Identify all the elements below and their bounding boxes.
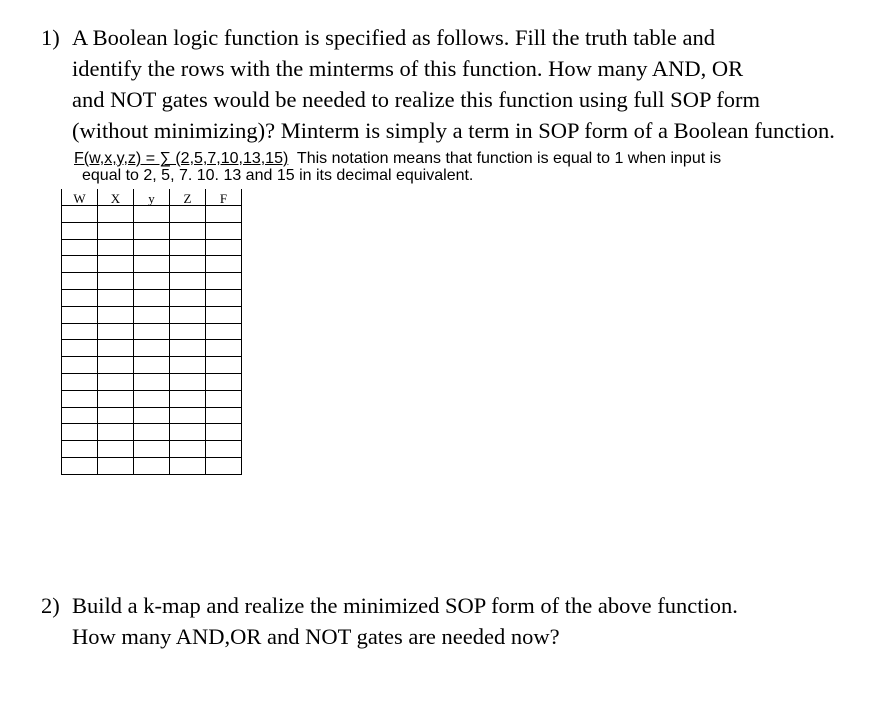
table-cell[interactable] — [134, 289, 170, 306]
question-1-number: 1) — [41, 25, 60, 50]
table-cell[interactable] — [170, 424, 206, 441]
table-cell[interactable] — [62, 373, 98, 390]
table-cell[interactable] — [206, 373, 242, 390]
table-cell[interactable] — [98, 457, 134, 474]
table-cell[interactable] — [206, 256, 242, 273]
table-cell[interactable] — [134, 457, 170, 474]
table-cell[interactable] — [206, 306, 242, 323]
table-cell[interactable] — [62, 306, 98, 323]
table-cell[interactable] — [170, 206, 206, 223]
table-cell[interactable] — [170, 340, 206, 357]
truth-table-header — [62, 189, 242, 206]
table-cell[interactable] — [170, 373, 206, 390]
table-cell[interactable] — [134, 222, 170, 239]
table-cell[interactable] — [206, 323, 242, 340]
table-cell[interactable] — [206, 289, 242, 306]
table-cell[interactable] — [62, 340, 98, 357]
table-row — [62, 407, 242, 424]
question-1-line-4: (without minimizing)? Minterm is simply a term in SOP form of a Boolean function. — [72, 118, 835, 143]
table-cell[interactable] — [134, 424, 170, 441]
table-cell[interactable] — [98, 340, 134, 357]
table-cell[interactable] — [98, 390, 134, 407]
header-x: X — [98, 189, 134, 206]
table-row — [62, 357, 242, 374]
table-cell[interactable] — [170, 289, 206, 306]
header-z: Z — [170, 189, 206, 206]
table-cell[interactable] — [98, 441, 134, 458]
table-cell[interactable] — [98, 357, 134, 374]
table-cell[interactable] — [170, 457, 206, 474]
table-cell[interactable] — [62, 424, 98, 441]
table-cell[interactable] — [62, 457, 98, 474]
table-cell[interactable] — [170, 323, 206, 340]
table-cell[interactable] — [134, 373, 170, 390]
table-cell[interactable] — [206, 457, 242, 474]
table-cell[interactable] — [170, 239, 206, 256]
table-row — [62, 306, 242, 323]
table-cell[interactable] — [206, 390, 242, 407]
table-row — [62, 289, 242, 306]
question-2-number: 2) — [41, 593, 60, 618]
table-cell[interactable] — [134, 273, 170, 290]
header-f: F — [206, 189, 242, 206]
function-notation — [74, 150, 721, 184]
question-1-line-3: and NOT gates would be needed to realize this function using full SOP form — [72, 87, 760, 112]
table-cell[interactable] — [98, 239, 134, 256]
table-cell[interactable] — [62, 206, 98, 223]
table-cell[interactable] — [62, 357, 98, 374]
header-w: W — [62, 189, 98, 206]
table-row — [62, 222, 242, 239]
table-cell[interactable] — [98, 373, 134, 390]
table-cell[interactable] — [206, 222, 242, 239]
table-cell[interactable] — [134, 390, 170, 407]
table-cell[interactable] — [98, 206, 134, 223]
table-cell[interactable] — [134, 441, 170, 458]
question-2-text-1: Build a k-map and realize the minimized SOP form of the above function. — [72, 593, 738, 618]
table-cell[interactable] — [170, 441, 206, 458]
table-row — [62, 340, 242, 357]
table-cell[interactable] — [98, 222, 134, 239]
table-cell[interactable] — [62, 289, 98, 306]
table-cell[interactable] — [98, 323, 134, 340]
table-cell[interactable] — [62, 323, 98, 340]
truth-table-body — [62, 206, 242, 475]
question-2-line-2: How many AND,OR and NOT gates are needed now? — [72, 624, 560, 649]
table-cell[interactable] — [170, 222, 206, 239]
table-cell[interactable] — [134, 340, 170, 357]
table-row — [62, 373, 242, 390]
table-cell[interactable] — [134, 306, 170, 323]
table-cell[interactable] — [206, 407, 242, 424]
table-row — [62, 256, 242, 273]
notation-explanation-1: This notation means that function is equal to 1 when input is — [288, 150, 722, 167]
table-cell[interactable] — [206, 424, 242, 441]
table-cell[interactable] — [134, 239, 170, 256]
question-1-line-2: identify the rows with the minterms of this function. How many AND, OR — [72, 56, 744, 81]
table-cell[interactable] — [62, 239, 98, 256]
question-2-line-1 — [41, 590, 876, 621]
table-cell[interactable] — [62, 407, 98, 424]
notation-line-1 — [74, 150, 721, 167]
table-cell[interactable] — [62, 256, 98, 273]
table-cell[interactable] — [170, 306, 206, 323]
table-row — [62, 206, 242, 223]
table-cell[interactable] — [170, 357, 206, 374]
table-cell[interactable] — [206, 441, 242, 458]
truth-table — [61, 189, 242, 475]
table-cell[interactable] — [206, 340, 242, 357]
table-cell[interactable] — [98, 424, 134, 441]
table-cell[interactable] — [98, 273, 134, 290]
question-1 — [41, 22, 876, 146]
table-cell[interactable] — [98, 407, 134, 424]
table-cell[interactable] — [170, 407, 206, 424]
table-cell[interactable] — [62, 390, 98, 407]
table-cell[interactable] — [98, 289, 134, 306]
table-cell[interactable] — [98, 256, 134, 273]
table-cell[interactable] — [134, 407, 170, 424]
table-row — [62, 390, 242, 407]
notation-explanation-2: equal to 2, 5, 7. 10. 13 and 15 in its decimal equivalent. — [82, 167, 474, 184]
table-cell[interactable] — [134, 357, 170, 374]
table-cell[interactable] — [170, 390, 206, 407]
table-cell[interactable] — [134, 323, 170, 340]
table-cell[interactable] — [62, 273, 98, 290]
function-definition: F(w,x,y,z) = ∑ (2,5,7,10,13,15) — [74, 150, 289, 167]
table-cell[interactable] — [62, 441, 98, 458]
table-cell[interactable] — [206, 357, 242, 374]
question-2 — [41, 590, 876, 652]
question-1-line-1 — [41, 22, 876, 53]
table-cell[interactable] — [134, 206, 170, 223]
table-cell[interactable] — [134, 256, 170, 273]
table-row — [62, 424, 242, 441]
table-row — [62, 323, 242, 340]
question-1-text-1: A Boolean logic function is specified as follows. Fill the truth table and — [72, 25, 716, 50]
table-row — [62, 441, 242, 458]
table-cell[interactable] — [98, 306, 134, 323]
table-cell[interactable] — [206, 206, 242, 223]
table-cell[interactable] — [62, 222, 98, 239]
table-cell[interactable] — [170, 273, 206, 290]
table-cell[interactable] — [206, 239, 242, 256]
header-y: y — [134, 189, 170, 206]
table-row — [62, 273, 242, 290]
table-cell[interactable] — [170, 256, 206, 273]
table-cell[interactable] — [206, 273, 242, 290]
table-row — [62, 457, 242, 474]
table-row — [62, 239, 242, 256]
